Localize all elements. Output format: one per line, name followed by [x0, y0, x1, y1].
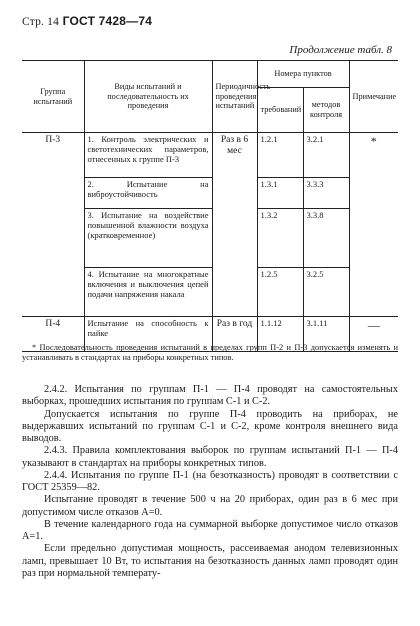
- page-number: Стр. 14: [22, 16, 60, 28]
- table-row-test: 2. Испытание на виброустойчивость: [84, 178, 212, 209]
- group-cell-p3: П-3: [22, 133, 84, 317]
- col-header-tests: Виды испытаний и последовательность их проведения: [84, 61, 212, 133]
- table-continuation-label: Продолжение табл. 8: [289, 44, 392, 56]
- group-cell-p4: П-4: [22, 317, 84, 352]
- requirement-number: 1.2.1: [257, 133, 303, 178]
- paragraph: 2.4.4. Испытания по группе П-1 (на безотказность) проводят в соответствии с ГОСТ 25359—82.: [22, 469, 398, 493]
- method-number: 3.3.3: [303, 178, 349, 209]
- paragraph: 2.4.2. Испытания по группам П-1 — П-4 проводят на самостоятельных выборках, прошедших испытания по группам С-1 и С-2.: [22, 384, 398, 408]
- table-row-test: 1. Контроль электрических и светотехнических параметров, отнесенных к группе П-3: [84, 133, 212, 178]
- requirement-number: 1.2.5: [257, 268, 303, 317]
- note-cell-p4: —: [349, 317, 398, 352]
- requirement-number: 1.3.1: [257, 178, 303, 209]
- col-header-methods: методов контроля: [303, 88, 349, 133]
- requirement-number: 1.1.12: [257, 317, 303, 352]
- paragraph: Испытание проводят в течение 500 ч на 20 приборах, один раз в 6 мес при допустимом числе отказов A=0.: [22, 494, 398, 518]
- method-number: 3.2.1: [303, 133, 349, 178]
- paragraph: Допускается испытания по группе П-4 проводить на приборах, не выдержавших испытаний по группам С-1 и С-2, кроме контроля внешнего вида выводов.: [22, 408, 398, 444]
- periodicity-cell-p4: Раз в год: [212, 317, 257, 352]
- method-number: 3.1.11: [303, 317, 349, 352]
- paragraph: Если предельно допустимая мощность, рассеиваемая анодом телевизионных ламп, превышает 10 Вт, то испытания на безотказность данных ламп проводят один раз при нормальной температу-: [22, 543, 398, 579]
- requirement-number: 1.3.2: [257, 209, 303, 268]
- table-row-test: 3. Испытание на воздействие повышенной влажности воздуха (кратковременное): [84, 209, 212, 268]
- paragraph: В течение календарного года на суммарной выборке допустимое число отказов A=1.: [22, 518, 398, 542]
- note-cell-p3: *: [349, 133, 398, 317]
- body-text: [22, 384, 398, 580]
- tests-table: [22, 60, 398, 352]
- table-row-test: Испытание на способность к пайке: [84, 317, 212, 352]
- col-header-item-numbers: Номера пунктов: [257, 61, 349, 88]
- paragraph: 2.4.3. Правила комплектования выборок по группам испытаний П-1 — П-4 указывают в стандартах на приборы конкретных типов.: [22, 445, 398, 469]
- method-number: 3.2.5: [303, 268, 349, 317]
- table-footnote: * Последовательность проведения испытаний в пределах групп П-2 и П-3 допускается изменять и устанавливать в стандартах на приборы конкретных типов.: [22, 343, 398, 362]
- table-row-test: 4. Испытание на многократные включения и выключения цепей подачи напряжения накала: [84, 268, 212, 317]
- col-header-periodicity: Периодичность проведения испытаний: [212, 61, 257, 133]
- standard-code: ГОСТ 7428—74: [62, 14, 153, 28]
- page-header: [22, 14, 152, 28]
- col-header-group: Группа испытаний: [22, 61, 84, 133]
- col-header-note: Примечание: [349, 61, 398, 133]
- method-number: 3.3.8: [303, 209, 349, 268]
- periodicity-cell-p3: Раз в 6 мес: [212, 133, 257, 317]
- col-header-requirements: требований: [257, 88, 303, 133]
